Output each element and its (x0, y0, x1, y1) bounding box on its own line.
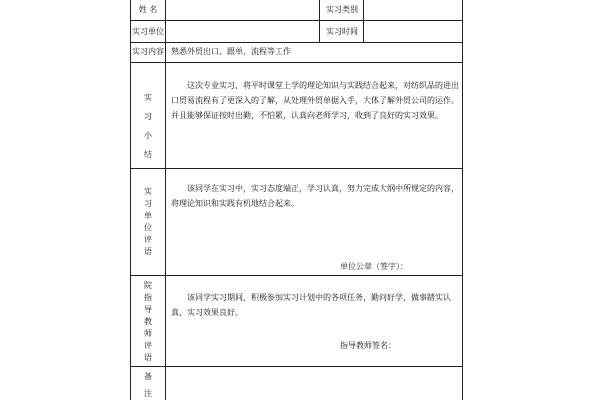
type-value[interactable] (367, 4, 462, 16)
remarks-field[interactable] (169, 370, 459, 396)
summary-label-char: 实 (144, 93, 152, 102)
teacher-eval-label-char: 指 (144, 293, 152, 302)
remarks-label-char: 备 (144, 372, 152, 381)
name-label: 姓 名 (138, 5, 158, 14)
unit-eval-label-char: 习 (144, 199, 152, 208)
column-divider (165, 0, 166, 400)
summary-label-char: 习 (144, 112, 152, 121)
column-divider (319, 0, 320, 42)
summary-label-char: 结 (144, 150, 152, 159)
summary-label (131, 88, 165, 164)
teacher-eval-label-char: 语 (144, 353, 152, 362)
summary-label-char: 小 (144, 131, 152, 140)
type-label: 实习类别 (326, 5, 358, 14)
remarks-label-char: 注 (144, 389, 152, 398)
row-divider (131, 168, 462, 169)
internship-form (130, 0, 463, 400)
unit-value[interactable] (169, 26, 315, 38)
teacher-eval-label-char: 院 (144, 281, 152, 290)
unit-eval-label-char: 语 (144, 247, 152, 256)
row-divider (131, 20, 462, 21)
row-divider (131, 275, 462, 276)
row-divider (131, 366, 462, 367)
teacher-eval-label-char: 导 (144, 305, 152, 314)
unit-eval-label-char: 位 (144, 223, 152, 232)
unit-eval-label-char: 单 (144, 211, 152, 220)
unit-eval-label (131, 186, 165, 258)
unit-eval-label-char: 实 (144, 187, 152, 196)
content-label: 实习内容 (132, 47, 164, 56)
row-divider (131, 42, 462, 43)
teacher-sign: 指导教师签名： (340, 341, 396, 350)
row-divider (131, 62, 462, 63)
content-value: 熟悉外贸出口、跟单、流程等工作 (171, 47, 291, 56)
unit-label: 实习单位 (132, 27, 164, 36)
time-label: 实习时间 (326, 27, 358, 36)
unit-eval-text: 该同学在实习中，实习态度端正，学习认真，努力完成大纲中所规定的内容，将理论知识和实践有机地结合起来。 (171, 184, 459, 208)
time-value[interactable] (367, 26, 462, 38)
teacher-eval-label-char: 教 (144, 317, 152, 326)
column-divider (363, 0, 364, 42)
teacher-eval-label (131, 280, 165, 364)
teacher-eval-label-char: 评 (144, 341, 152, 350)
remarks-label (131, 368, 165, 402)
teacher-eval-label-char: 师 (144, 329, 152, 338)
unit-stamp: 单位公章（签字）： (340, 262, 408, 271)
unit-eval-label-char: 评 (144, 235, 152, 244)
teacher-eval-text: 该同学实习期间，积极参加实习计划中的各项任务，勤问好学，做事踏实认真，实习效果良好。 (171, 293, 451, 317)
name-value[interactable] (169, 4, 315, 16)
summary-text: 这次专业实习，将平时课堂上学的理论知识与实践结合起来，对纺织品的进出口贸易流程有了更深入的了解，从处理外贸单据入手，大体了解外贸公司的运作。并且能够保证按时出勤，不怕累，认真向老师学习，收到了良好的实习效果。 (171, 81, 459, 120)
